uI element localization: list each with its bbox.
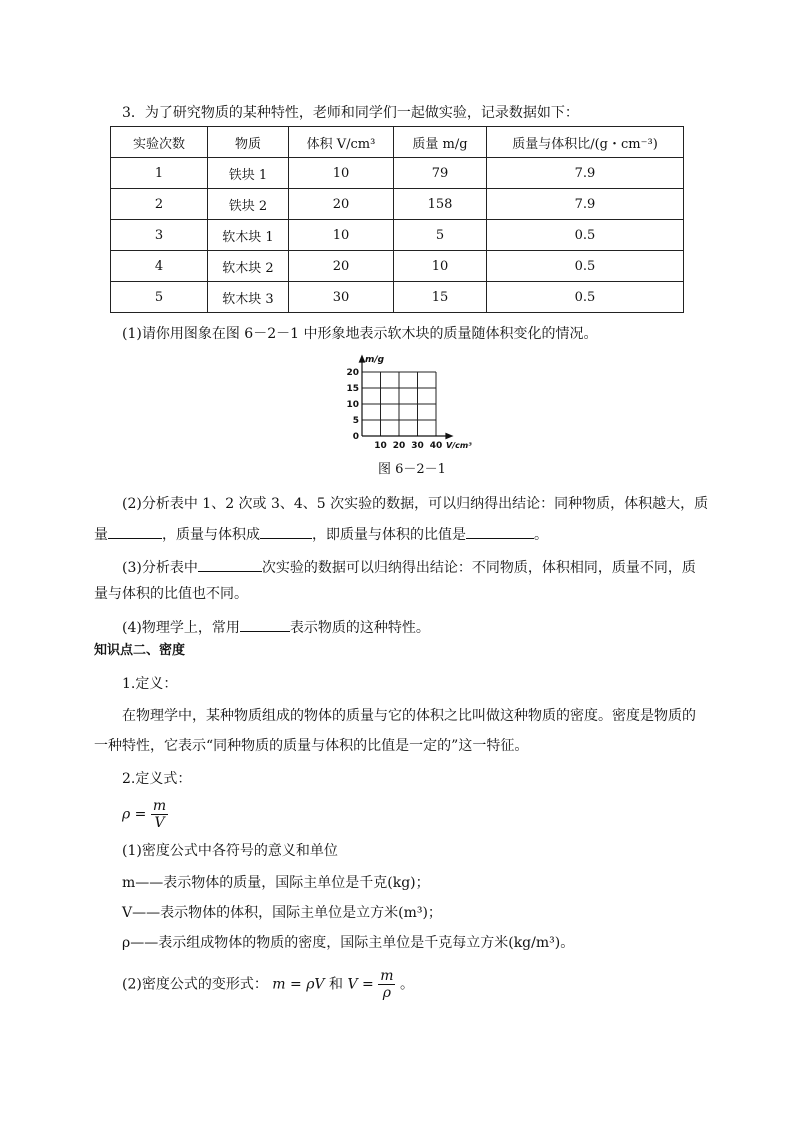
table-cell: 10 [289,220,394,251]
x-axis-arrow-icon [446,434,452,439]
y-tick-label: 5 [352,416,359,426]
header-cell: 质量 m/g [394,127,487,158]
table-cell: 5 [394,220,487,251]
table-row [111,282,684,313]
header-cell: 物质 [208,127,289,158]
table-cell: 79 [394,158,487,189]
table-cell: 2 [111,189,208,220]
header-cell: 实验次数 [111,127,208,158]
symbol-v-line: V——表示物体的体积，国际主单位是立方米(m³)； [122,905,442,921]
variant-formula-line [122,968,414,1001]
variant-fraction [378,968,395,1001]
table-cell: 4 [111,251,208,282]
table-row [111,251,684,282]
part-2-text: ，即质量与体积的比值是 [312,527,466,543]
variant-text: 。 [399,976,414,993]
table-cell: 30 [289,282,394,313]
table-cell: 15 [394,282,487,313]
formula-lhs: ρ = [122,806,147,823]
density-formula [122,798,168,831]
table-cell: 7.9 [487,189,684,220]
question-3-intro: 3．为了研究物质的某种特性，老师和同学们一起做实验，记录数据如下： [122,105,579,121]
table-cell: 0.5 [487,220,684,251]
section-heading: 知识点二、密度 [94,643,186,658]
definition-title: 1.定义： [122,676,178,692]
part-4-text: 表示物质的这种特性。 [289,620,430,636]
symbol-rho-line: ρ——表示组成物体的物质的密度，国际主单位是千克每立方米(kg/m³)。 [122,935,575,951]
answer-blank[interactable] [240,617,290,632]
table-cell: 7.9 [487,158,684,189]
formula-fraction [151,798,168,831]
table-cell: 3 [111,220,208,251]
y-tick-label: 15 [346,384,359,394]
table-cell: 20 [289,189,394,220]
part-3-text: (3)分析表中 [122,560,198,576]
header-cell: 质量与体积比/(g・cm⁻³) [487,127,684,158]
blank-graph-figure [340,354,480,454]
table-cell: 10 [289,158,394,189]
part-3-line-2: 量与体积的比值也不同。 [94,586,248,602]
y-tick-label: 10 [346,400,359,410]
variant-formula-v-lhs: V = [347,976,374,993]
x-tick-label: 40 [429,441,443,451]
table-cell: 软木块 1 [208,220,289,251]
table-cell: 软木块 3 [208,282,289,313]
definition-text-line-2: 一种特性，它表示“同种物质的质量与体积的比值是一定的”这一特征。 [94,738,529,754]
table-row [111,189,684,220]
formula-numerator: m [152,798,167,814]
variant-denominator: ρ [382,985,391,1001]
part-2-text: 。 [534,527,548,543]
part-2-line-1: (2)分析表中 1、2 次或 3、4、5 次实验的数据，可以归纳得出结论：同种物质，体积越大，质 [122,496,709,512]
x-tick-label: 20 [392,441,406,451]
part-4-line [122,617,430,637]
y-tick-label: 20 [346,368,359,378]
part-2-text: ，质量与体积成 [162,527,260,543]
table-cell: 铁块 2 [208,189,289,220]
answer-blank[interactable] [198,557,262,572]
formula-title: 2.定义式： [122,771,192,787]
variant-numerator: m [380,968,394,984]
definition-text-line-1: 在物理学中，某种物质组成的物体的质量与它的体积之比叫做这种物质的密度。密度是物质的 [122,708,696,724]
table-cell: 10 [394,251,487,282]
answer-blank[interactable] [466,524,534,539]
x-axis-label: V/cm³ [446,441,472,450]
table-row [111,220,684,251]
y-axis-arrow-icon [360,356,365,362]
table-row [111,158,684,189]
figure-caption: 图 6－2－1 [378,462,446,477]
part-3-line-1 [122,557,696,577]
graph-grid [362,372,436,436]
part-2-text: 量 [94,527,108,543]
table-header-row [111,127,684,158]
variant-text: 和 [329,976,343,993]
symbols-title: (1)密度公式中各符号的意义和单位 [122,843,338,859]
table-cell: 铁块 1 [208,158,289,189]
table-cell: 5 [111,282,208,313]
part-4-text: (4)物理学上，常用 [122,620,240,636]
formula-denominator: V [154,815,165,831]
x-tick-label: 10 [374,441,387,451]
answer-blank[interactable] [108,524,162,539]
x-tick-label: 30 [411,441,424,451]
table-cell: 20 [289,251,394,282]
symbol-m-line: m——表示物体的质量，国际主单位是千克(kg)； [122,875,430,891]
answer-blank[interactable] [260,524,312,539]
table-cell: 158 [394,189,487,220]
part-3-text: 次实验的数据可以归纳得出结论：不同物质，体积相同，质量不同，质 [261,560,696,576]
variant-text: (2)密度公式的变形式： [122,976,268,993]
table-cell: 1 [111,158,208,189]
part-1-text: (1)请你用图象在图 6－2－1 中形象地表示软木块的质量随体积变化的情况。 [122,326,598,342]
experiment-table [110,126,684,313]
part-2-line-2 [94,524,548,544]
y-tick-label: 0 [352,432,359,442]
table-cell: 软木块 2 [208,251,289,282]
table-cell: 0.5 [487,282,684,313]
variant-formula-m: m = ρV [272,976,325,993]
y-axis-label: m/g [365,355,385,365]
table-cell: 0.5 [487,251,684,282]
header-cell: 体积 V/cm³ [289,127,394,158]
